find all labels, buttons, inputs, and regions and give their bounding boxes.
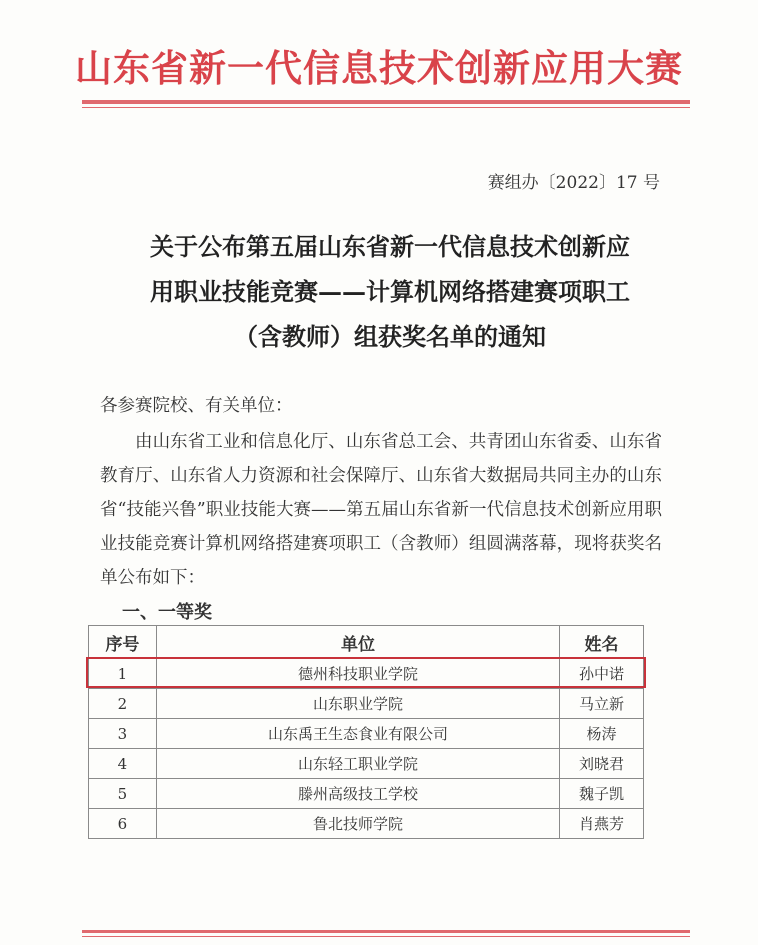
- title-line-2: 用职业技能竞赛——计算机网络搭建赛项职工: [150, 277, 630, 306]
- table-row: [89, 809, 644, 839]
- table-row: [89, 659, 644, 689]
- cell-name: 刘晓君: [560, 749, 644, 779]
- header-unit: 单位: [156, 626, 559, 659]
- table-header-row: [89, 626, 644, 659]
- footer-rule-thin: [82, 936, 690, 937]
- cell-unit: 山东轻工职业学院: [156, 749, 559, 779]
- cell-unit: 山东禹王生态食业有限公司: [156, 719, 559, 749]
- cell-index: 5: [89, 779, 157, 809]
- salutation: 各参赛院校、有关单位：: [100, 396, 293, 416]
- cell-unit: 鲁北技师学院: [156, 809, 559, 839]
- masthead-rule-thick: [82, 100, 690, 104]
- title-line-1: 关于公布第五届山东省新一代信息技术创新应: [150, 232, 630, 261]
- cell-unit: 滕州高级技工学校: [156, 779, 559, 809]
- cell-index: 4: [89, 749, 157, 779]
- awards-table: [88, 625, 644, 839]
- cell-index: 1: [89, 659, 157, 689]
- section-title-first-prize: 一、一等奖: [122, 602, 212, 623]
- masthead-rule-thin: [82, 107, 690, 108]
- cell-name: 孙中诺: [560, 659, 644, 689]
- cell-unit: 德州科技职业学院: [156, 659, 559, 689]
- cell-index: 6: [89, 809, 157, 839]
- cell-index: 3: [89, 719, 157, 749]
- title-line-3: （含教师）组获奖名单的通知: [234, 322, 546, 351]
- table-row: [89, 749, 644, 779]
- header-name: 姓名: [560, 626, 644, 659]
- cell-name: 魏子凯: [560, 779, 644, 809]
- table-row: [89, 719, 644, 749]
- table-row: [89, 779, 644, 809]
- body-paragraph: 由山东省工业和信息化厅、山东省总工会、共青团山东省委、山东省教育厅、山东省人力资源和社会保障厅、山东省大数据局共同主办的山东省“技能兴鲁”职业技能大赛——第五届山东省新一代信息技术创新应用职业技能竞赛计算机网络搭建赛项职工（含教师）组圆满落幕，现将获奖名单公布如下：: [100, 432, 662, 588]
- notice-title: [100, 224, 680, 359]
- masthead-title: 山东省新一代信息技术创新应用大赛: [75, 47, 683, 90]
- cell-name: 肖燕芳: [560, 809, 644, 839]
- cell-index: 2: [89, 689, 157, 719]
- cell-unit: 山东职业学院: [156, 689, 559, 719]
- cell-name: 马立新: [560, 689, 644, 719]
- table-row: [89, 689, 644, 719]
- footer-rule-thick: [82, 930, 690, 933]
- document-number: 赛组办〔2022〕17 号: [487, 173, 660, 193]
- cell-name: 杨涛: [560, 719, 644, 749]
- header-index: 序号: [89, 626, 157, 659]
